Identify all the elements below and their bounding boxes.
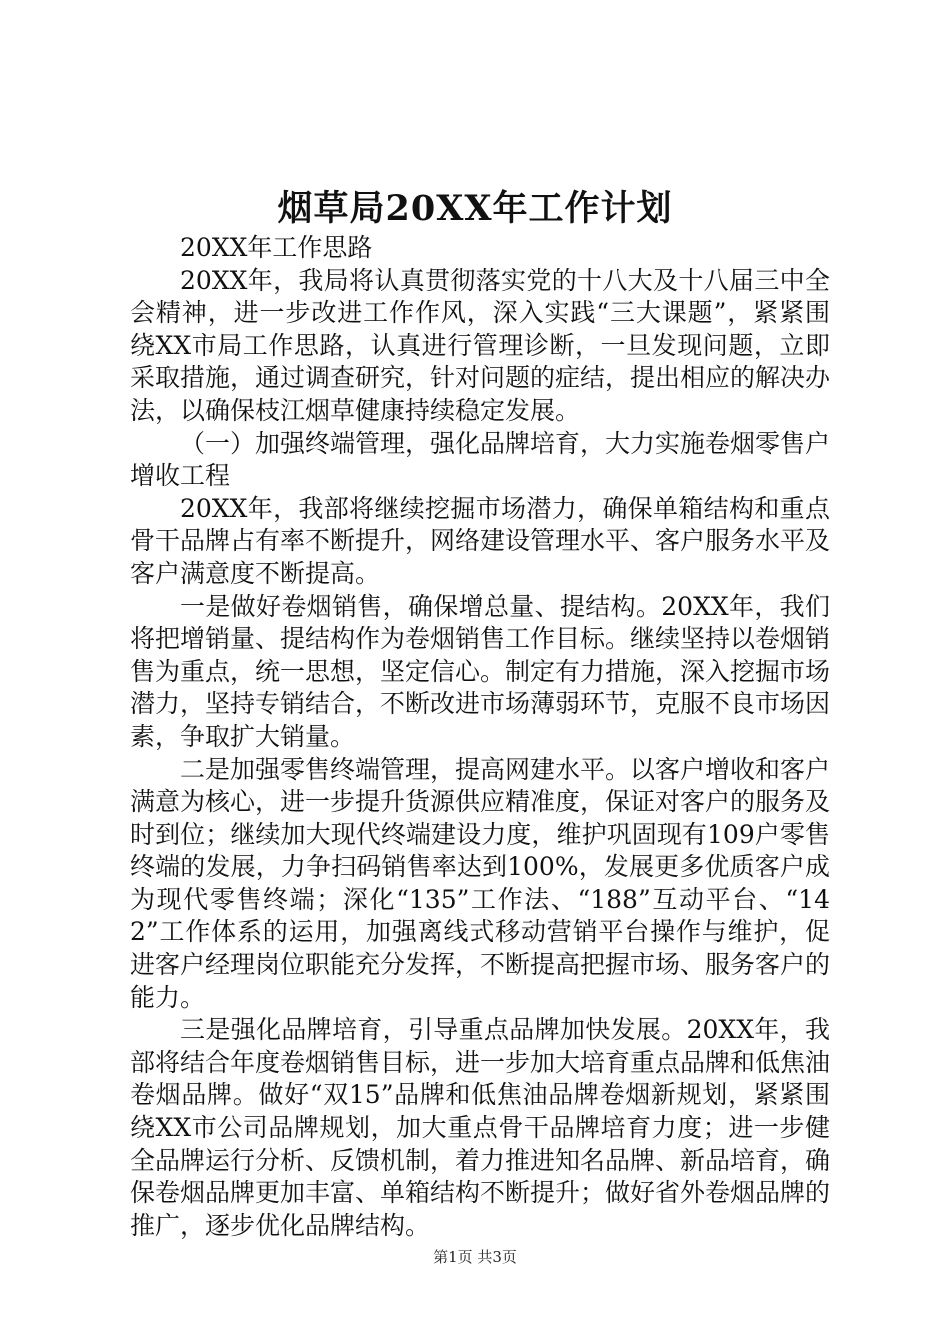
body-paragraph: 20XX年，我部将继续挖掘市场潜力，确保单箱结构和重点骨干品牌占有率不断提升，网络建设管理水平、客户服务水平及客户满意度不断提高。	[130, 493, 831, 588]
section-heading-terminal-management: （一）加强终端管理，强化品牌培育，大力实施卷烟零售户增收工程	[130, 428, 831, 491]
body-paragraph: 一是做好卷烟销售，确保增总量、提结构。20XX年，我们将把增销量、提结构作为卷烟销售工作目标。继续坚持以卷烟销售为重点，统一思想，坚定信心。制定有力措施，深入挖掘市场潜力，坚持专销结合，不断改进市场薄弱环节，克服不良市场因素，争取扩大销量。	[130, 591, 831, 751]
body-paragraph: 20XX年，我局将认真贯彻落实党的十八大及十八届三中全会精神，进一步改进工作作风，深入实践“三大课题”，紧紧围绕XX市局工作思路，认真进行管理诊断，一旦发现问题，立即采取措施，通过调查研究，针对问题的症结，提出相应的解决办法，以确保枝江烟草健康持续稳定发展。	[130, 265, 831, 425]
body-paragraph: 三是强化品牌培育，引导重点品牌加快发展。20XX年，我部将结合年度卷烟销售目标，进一步加大培育重点品牌和低焦油卷烟品牌。做好“双15”品牌和低焦油品牌卷烟新规划，紧紧围绕XX市公司品牌规划，加大重点骨干品牌培育力度；进一步健全品牌运行分析、反馈机制，着力推进知名品牌、新品培育，确保卷烟品牌更加丰富、单箱结构不断提升；做好省外卷烟品牌的推广，逐步优化品牌结构。	[130, 1015, 831, 1240]
section-heading-work-ideas: 20XX年工作思路	[180, 233, 373, 262]
body-paragraph: 二是加强零售终端管理，提高网建水平。以客户增收和客户满意为核心，进一步提升货源供应精准度，保证对客户的服务及时到位；继续加大现代终端建设力度，维护巩固现有109户零售终端的发展，力争扫码销售率达到100%，发展更多优质客户成为现代零售终端；深化“135”工作法、“188”互动平台、“142”工作体系的运用，加强离线式移动营销平台操作与维护，促进客户经理岗位职能充分发挥，不断提高把握市场、服务客户的能力。	[130, 754, 831, 1012]
document-title: 烟草局20XX年工作计划	[277, 188, 673, 229]
page-number-footer: 第1页 共3页	[433, 1248, 517, 1266]
document-body	[130, 232, 830, 1242]
